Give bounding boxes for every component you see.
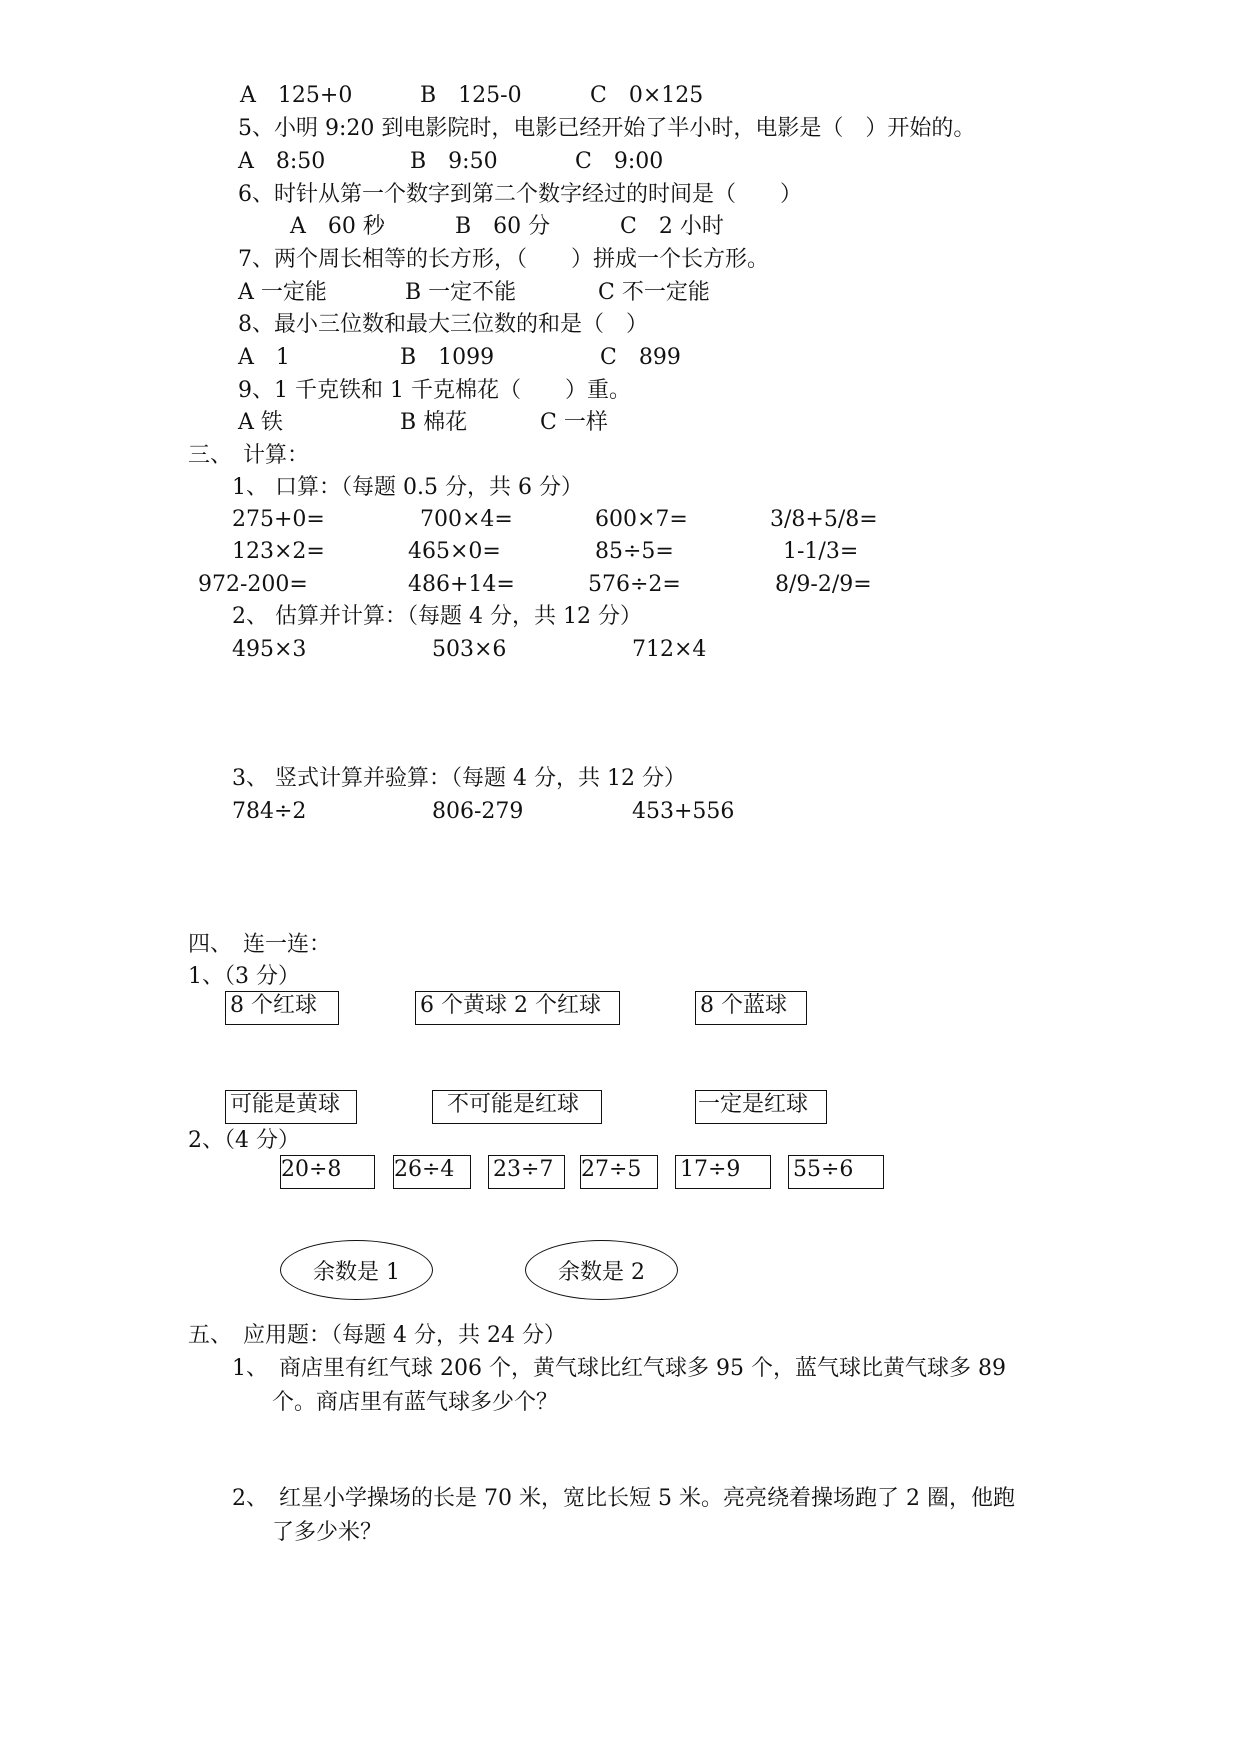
vertical-calc-heading: 3、 竖式计算并验算：（每题 4 分，共 12 分） [232,766,686,791]
oral-problem: 600×7= [595,507,688,532]
oral-problem: 3/8+5/8= [770,507,878,532]
section-3-heading: 三、 计算： [188,443,310,468]
estimate-problem: 503×6 [432,637,507,662]
q5-question: 5、小明 9:20 到电影院时，电影已经开始了半小时，电影是（ ）开始的。 [238,116,976,141]
oral-problem: 465×0= [408,539,501,564]
remainder-1-oval: 余数是 1 [280,1240,433,1300]
oral-problem: 576÷2= [588,572,681,597]
estimate-heading: 2、 估算并计算：（每题 4 分，共 12 分） [232,604,642,629]
q5-option-c: C 9:00 [575,149,664,174]
division-box: 27÷5 [580,1155,658,1189]
q6-question: 6、时针从第一个数字到第二个数字经过的时间是（ ） [238,182,802,207]
oral-problem: 275+0= [232,507,325,532]
division-box: 17÷9 [675,1155,771,1189]
word-problem-1-line-1: 1、 商店里有红气球 206 个，黄气球比红气球多 95 个，蓝气球比黄气球多 89 [232,1356,1006,1381]
vertical-problem: 806-279 [432,799,524,824]
word-problem-2-line-2: 了多少米？ [272,1520,383,1545]
q6-option-b: B 60 分 [455,214,551,239]
division-box: 26÷4 [393,1155,471,1189]
estimate-problem: 712×4 [632,637,707,662]
remainder-2-oval: 余数是 2 [525,1240,678,1300]
oral-problem: 1-1/3= [783,539,859,564]
oral-problem: 8/9-2/9= [775,572,872,597]
division-box: 20÷8 [280,1155,375,1189]
q5-option-a: A 8:50 [238,149,326,174]
outcome-box-certain-red: 一定是红球 [695,1090,827,1124]
division-box: 55÷6 [788,1155,884,1189]
division-box: 23÷7 [488,1155,565,1189]
ball-box-6-yellow-2-red: 6 个黄球 2 个红球 [415,991,620,1025]
q6-option-a: A 60 秒 [290,214,385,239]
q8-option-b: B 1099 [400,345,495,370]
vertical-problem: 784÷2 [232,799,307,824]
q7-option-c: C 不一定能 [598,280,710,305]
section-5-heading: 五、 应用题：（每题 4 分，共 24 分） [188,1323,566,1348]
q4-option-a: A 125+0 [240,83,353,108]
q4-option-c: C 0×125 [590,83,704,108]
oral-problem: 700×4= [420,507,513,532]
oral-problem: 85÷5= [595,539,674,564]
matching-part-1-label: 1、（3 分） [188,964,300,989]
outcome-box-maybe-yellow: 可能是黄球 [225,1090,357,1124]
q4-option-b: B 125-0 [420,83,522,108]
matching-part-2-label: 2、（4 分） [188,1128,300,1153]
q9-option-c: C 一样 [540,410,608,435]
q7-option-a: A 一定能 [238,280,327,305]
q8-option-a: A 1 [238,345,290,370]
oral-problem: 486+14= [408,572,515,597]
q8-option-c: C 899 [600,345,681,370]
ball-box-8-red: 8 个红球 [225,991,339,1025]
oral-calc-heading: 1、 口算：（每题 0.5 分，共 6 分） [232,475,583,500]
word-problem-2-line-1: 2、 红星小学操场的长是 70 米，宽比长短 5 米。亮亮绕着操场跑了 2 圈，他跑 [232,1486,1015,1511]
outcome-box-not-red: 不可能是红球 [432,1090,602,1124]
q9-option-a: A 铁 [238,410,283,435]
q7-option-b: B 一定不能 [405,280,517,305]
q5-option-b: B 9:50 [410,149,498,174]
word-problem-1-line-2: 个。商店里有蓝气球多少个？ [272,1390,559,1415]
q6-option-c: C 2 小时 [620,214,724,239]
section-4-heading: 四、 连一连： [188,932,332,957]
oral-problem: 972-200= [198,572,308,597]
q7-question: 7、两个周长相等的长方形，（ ）拼成一个长方形。 [238,247,769,272]
vertical-problem: 453+556 [632,799,735,824]
ball-box-8-blue: 8 个蓝球 [695,991,807,1025]
q8-question: 8、最小三位数和最大三位数的和是（ ） [238,312,648,337]
estimate-problem: 495×3 [232,637,307,662]
oral-problem: 123×2= [232,539,325,564]
q9-question: 9、1 千克铁和 1 千克棉花（ ）重。 [238,378,631,403]
q9-option-b: B 棉花 [400,410,468,435]
